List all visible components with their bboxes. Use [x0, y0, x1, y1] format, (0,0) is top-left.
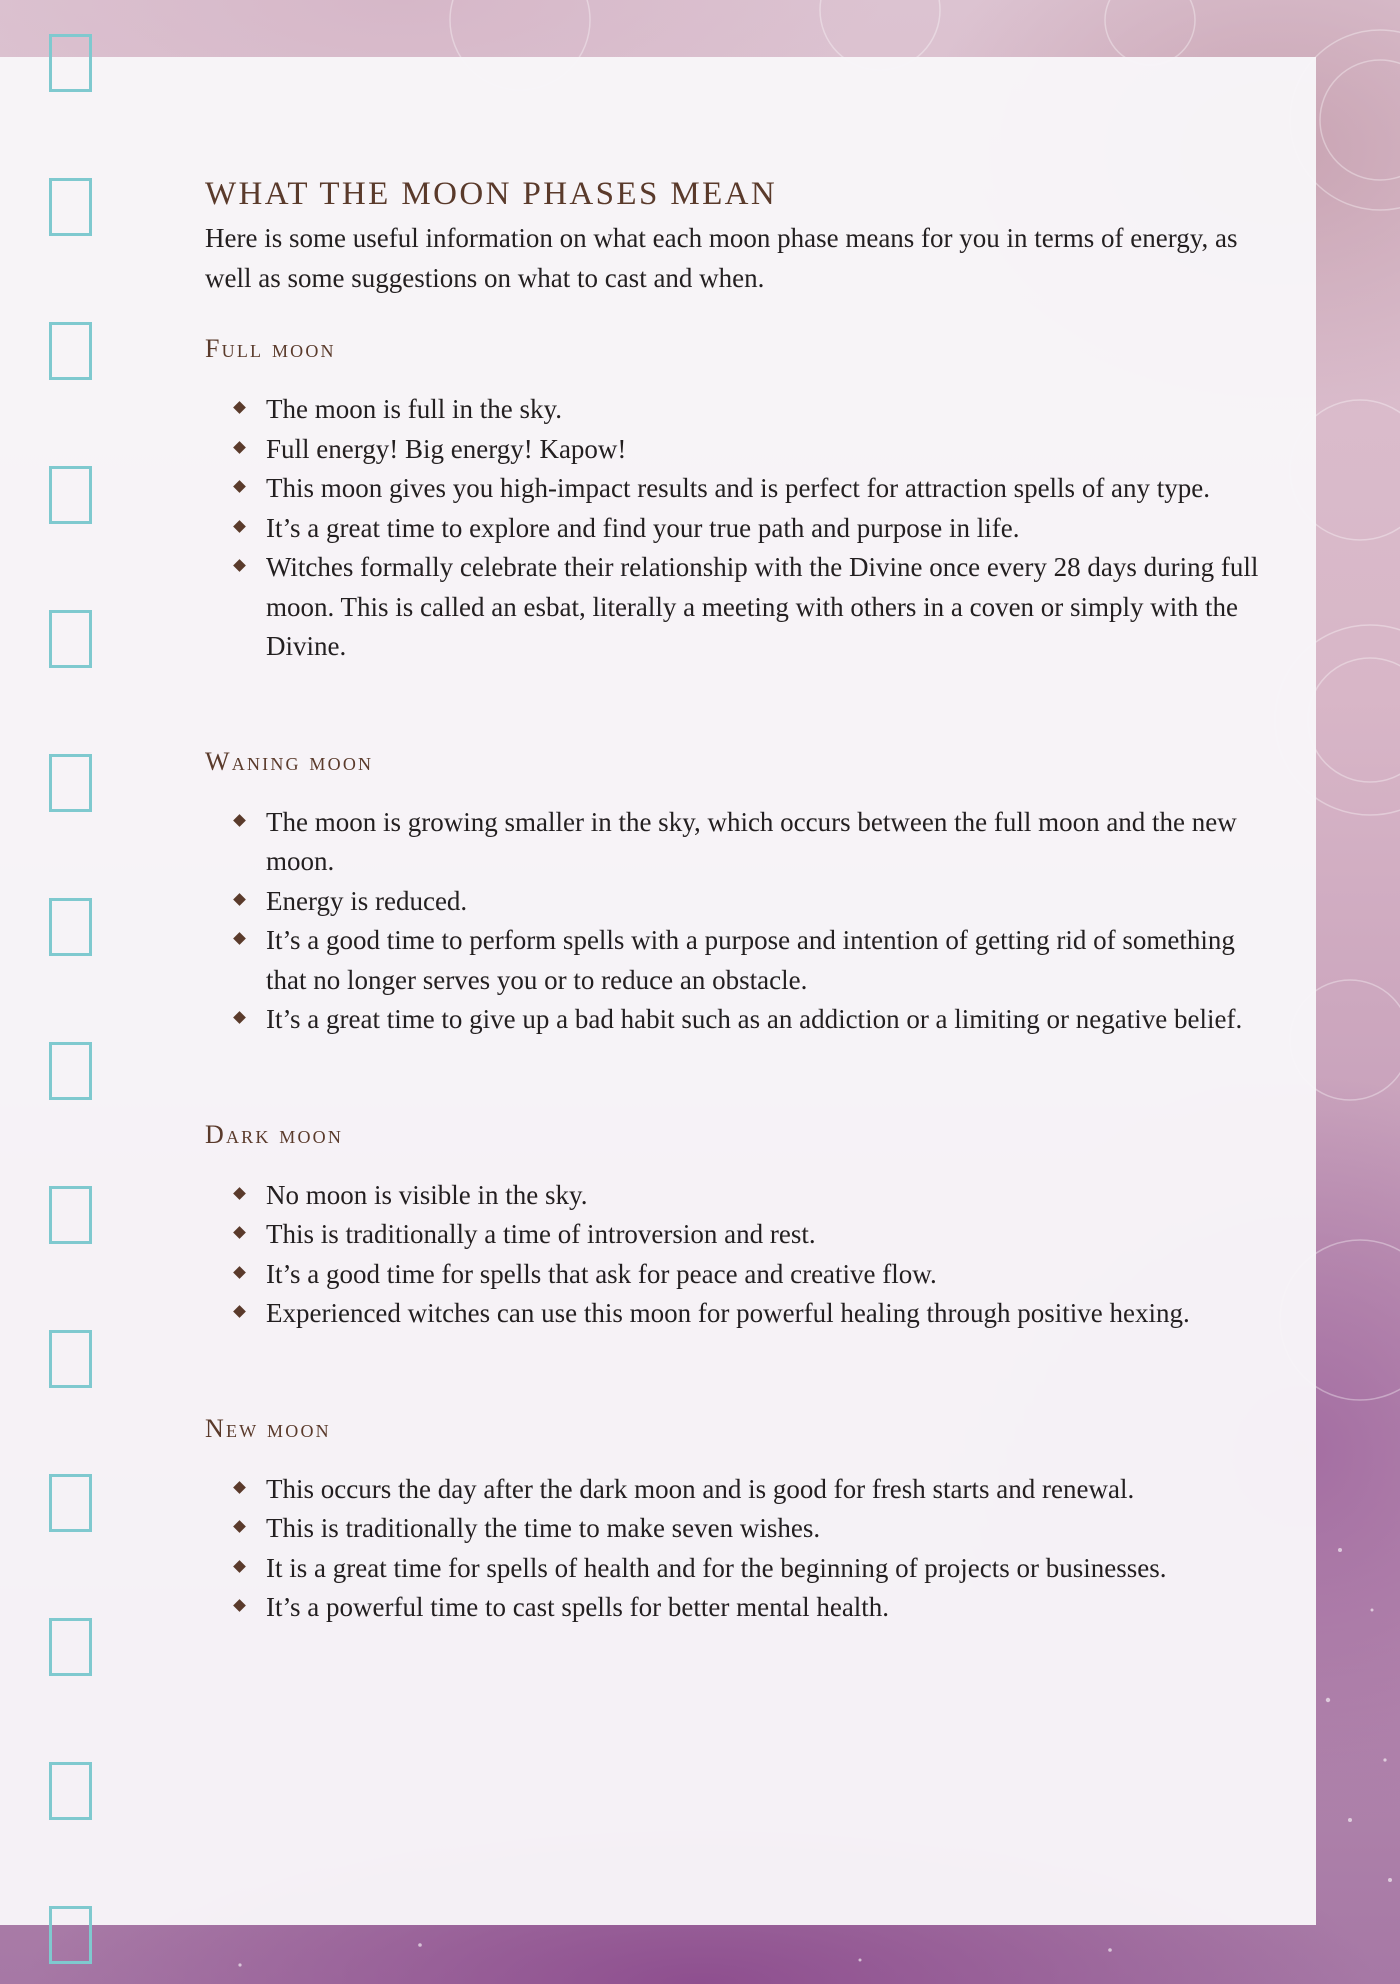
- list-item: [266, 469, 1265, 509]
- checkbox-icon[interactable]: [49, 1330, 92, 1388]
- list-item-text: It’s a good time for spells that ask for peace and creative flow.: [266, 1258, 937, 1289]
- checkbox-icon[interactable]: [49, 1762, 92, 1820]
- checkbox-icon[interactable]: [49, 1474, 92, 1532]
- section-title: Full moon: [205, 334, 336, 363]
- checkbox-icon[interactable]: [49, 1042, 92, 1100]
- list-item-text: It’s a good time to perform spells with a purpose and intention of getting rid of something that no longer serves you or to reduce an obstacle.: [266, 925, 1235, 995]
- diamond-bullet-icon: [233, 1011, 246, 1024]
- list-item: [266, 1215, 1265, 1255]
- list-item-text: The moon is full in the sky.: [266, 394, 562, 424]
- checkbox-icon[interactable]: [49, 34, 92, 92]
- list-item: [266, 1176, 1265, 1216]
- diamond-bullet-icon: [233, 1187, 246, 1200]
- list-item: [266, 1509, 1265, 1549]
- diamond-bullet-icon: [233, 480, 246, 493]
- checkbox-icon[interactable]: [49, 322, 92, 380]
- checkbox-icon[interactable]: [49, 754, 92, 812]
- diamond-bullet-icon: [233, 1305, 246, 1318]
- section-dark-moon: [205, 1112, 1265, 1334]
- list-item: [266, 430, 1265, 470]
- list-item: [266, 548, 1265, 667]
- diamond-bullet-icon: [233, 401, 246, 414]
- list-item-text: This moon gives you high-impact results and is perfect for attraction spells of any type.: [266, 473, 1211, 503]
- section-new-moon: [205, 1406, 1265, 1628]
- list-item-text: The moon is growing smaller in the sky, which occurs between the full moon and the new moon.: [266, 806, 1237, 876]
- diamond-bullet-icon: [233, 1560, 246, 1573]
- list-item-text: Energy is reduced.: [266, 885, 468, 916]
- section-title: New moon: [205, 1413, 331, 1443]
- list-item: [266, 390, 1265, 430]
- diamond-bullet-icon: [233, 441, 246, 454]
- list-item: [266, 1470, 1265, 1510]
- bullet-list: [205, 390, 1265, 667]
- bullet-list: [205, 1470, 1265, 1628]
- page-title: WHAT THE MOON PHASES MEAN: [205, 176, 778, 212]
- list-item: [266, 1294, 1265, 1334]
- list-item-text: It’s a great time to give up a bad habit such as an addiction or a limiting or negative belief.: [266, 1004, 1243, 1034]
- list-item: [266, 1588, 1265, 1628]
- list-item: [266, 882, 1265, 922]
- checkbox-icon[interactable]: [49, 1186, 92, 1244]
- bullet-list: [205, 803, 1265, 1040]
- list-item: [266, 1549, 1265, 1589]
- list-item-text: This is traditionally the time to make seven wishes.: [266, 1513, 821, 1543]
- checkbox-icon[interactable]: [49, 1906, 92, 1964]
- list-item: [266, 509, 1265, 549]
- checkbox-icon[interactable]: [49, 898, 92, 956]
- page-content: [205, 170, 1265, 1628]
- list-item-text: It’s a great time to explore and find your true path and purpose in life.: [266, 512, 1020, 543]
- diamond-bullet-icon: [233, 1599, 246, 1612]
- list-item-text: It is a great time for spells of health and for the beginning of projects or businesses.: [266, 1552, 1167, 1583]
- list-item-text: It’s a powerful time to cast spells for better mental health.: [266, 1592, 890, 1622]
- diamond-bullet-icon: [233, 520, 246, 533]
- diamond-bullet-icon: [233, 814, 246, 827]
- list-item: [266, 921, 1265, 1000]
- checkbox-icon[interactable]: [49, 1618, 92, 1676]
- checkbox-icon[interactable]: [49, 466, 92, 524]
- diamond-bullet-icon: [233, 1520, 246, 1533]
- diamond-bullet-icon: [233, 559, 246, 572]
- list-item: [266, 1000, 1265, 1040]
- list-item-text: No moon is visible in the sky.: [266, 1179, 588, 1210]
- list-item-text: Full energy! Big energy! Kapow!: [266, 433, 627, 464]
- list-item-text: Experienced witches can use this moon for powerful healing through positive hexing.: [266, 1298, 1190, 1328]
- diamond-bullet-icon: [233, 1266, 246, 1279]
- diamond-bullet-icon: [233, 893, 246, 906]
- section-waning-moon: [205, 739, 1265, 1040]
- diamond-bullet-icon: [233, 1481, 246, 1494]
- checkbox-icon[interactable]: [49, 610, 92, 668]
- intro-paragraph: Here is some useful information on what each moon phase means for you in terms of energy, as well as some suggestions on what to cast and when.: [205, 223, 1238, 293]
- section-title: Waning moon: [205, 746, 374, 776]
- bullet-list: [205, 1176, 1265, 1334]
- diamond-bullet-icon: [233, 932, 246, 945]
- checkbox-icon[interactable]: [49, 178, 92, 236]
- list-item: [266, 1255, 1265, 1295]
- diamond-bullet-icon: [233, 1226, 246, 1239]
- section-full-moon: [205, 326, 1265, 667]
- section-title: Dark moon: [205, 1119, 344, 1149]
- list-item-text: This occurs the day after the dark moon and is good for fresh starts and renewal.: [266, 1473, 1135, 1504]
- list-item-text: This is traditionally a time of introversion and rest.: [266, 1219, 816, 1249]
- list-item-text: Witches formally celebrate their relationship with the Divine once every 28 days during full moon. This is called an esbat, literally a meeting with others in a coven or simply with the Divine.: [266, 552, 1259, 661]
- list-item: [266, 803, 1265, 882]
